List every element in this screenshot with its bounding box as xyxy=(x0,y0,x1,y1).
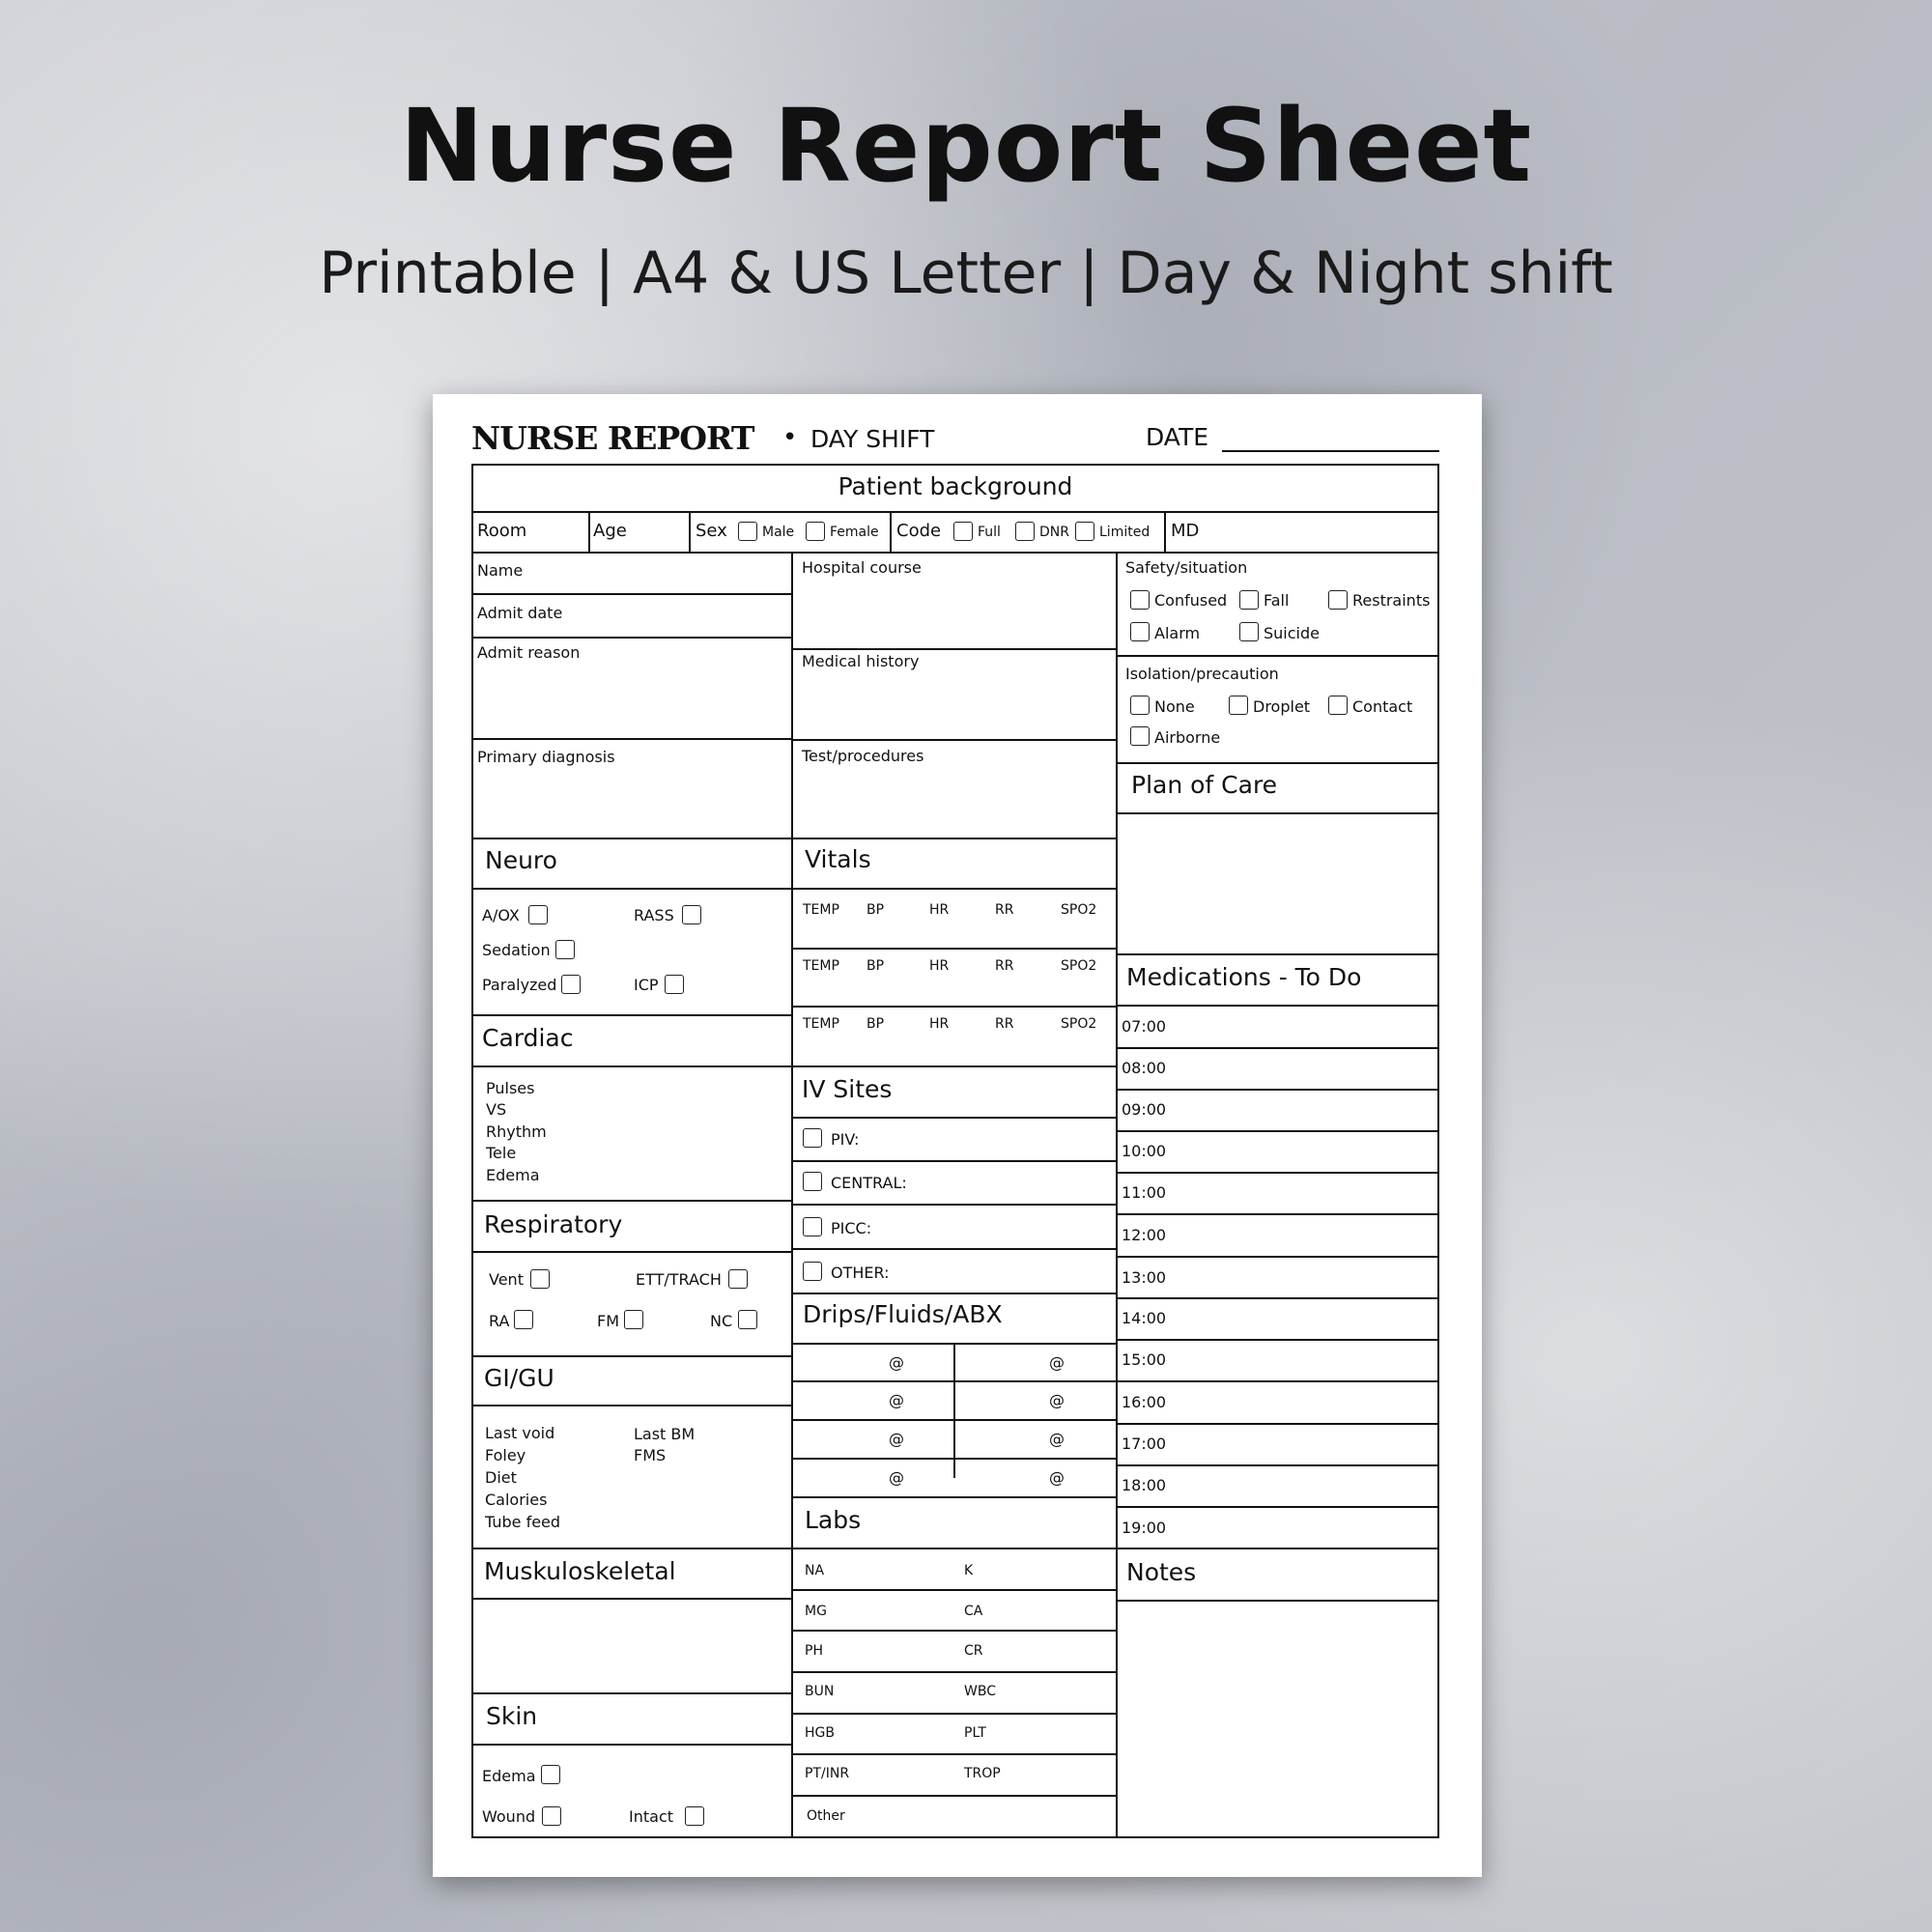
divider xyxy=(791,1419,1116,1421)
lab-ca: CA xyxy=(964,1604,983,1619)
divider xyxy=(1116,762,1439,764)
divider xyxy=(471,888,791,890)
contact-label: Contact xyxy=(1352,697,1413,716)
drip-at: @ xyxy=(1049,1391,1065,1409)
divider xyxy=(471,1548,791,1549)
med-time-1400: 14:00 xyxy=(1122,1309,1167,1327)
gigu-last-bm: Last BM xyxy=(634,1425,696,1443)
lab-hgb: HGB xyxy=(805,1725,835,1741)
divider xyxy=(1116,1464,1439,1466)
dnr-label: DNR xyxy=(1039,525,1069,540)
divider xyxy=(791,1496,1116,1498)
gigu-tube-feed: Tube feed xyxy=(485,1513,561,1531)
isolation-heading: Isolation/precaution xyxy=(1125,665,1279,683)
divider xyxy=(1116,1256,1439,1258)
brand-title: NURSE REPORT xyxy=(471,419,754,457)
divider xyxy=(1116,1380,1439,1382)
vitals-hr: HR xyxy=(929,902,950,918)
hospital-course-field[interactable]: Hospital course xyxy=(802,558,922,577)
med-time-1600: 16:00 xyxy=(1122,1393,1167,1411)
vitals-spo2: SPO2 xyxy=(1061,902,1097,918)
ra-label: RA xyxy=(489,1312,510,1330)
divider xyxy=(791,1293,1116,1294)
vitals-heading: Vitals xyxy=(805,845,871,873)
gigu-foley: Foley xyxy=(485,1446,526,1464)
divider xyxy=(791,1117,1116,1119)
plan-of-care-heading: Plan of Care xyxy=(1131,771,1278,799)
divider xyxy=(791,1458,1116,1460)
divider xyxy=(1116,655,1439,657)
paralyzed-label: Paralyzed xyxy=(482,976,557,994)
picc-label: PICC: xyxy=(831,1219,872,1237)
date-field[interactable] xyxy=(1222,450,1439,452)
central-checkbox[interactable] xyxy=(803,1172,822,1191)
date-label: DATE xyxy=(1146,423,1209,451)
divider xyxy=(1116,1047,1439,1049)
skin-heading: Skin xyxy=(486,1702,538,1730)
divider xyxy=(1116,1297,1439,1299)
notes-heading: Notes xyxy=(1126,1558,1197,1586)
divider xyxy=(471,1200,791,1202)
gigu-diet: Diet xyxy=(485,1468,517,1487)
lab-na: NA xyxy=(805,1563,825,1578)
divider xyxy=(471,1744,791,1746)
med-time-1300: 13:00 xyxy=(1122,1268,1167,1287)
divider xyxy=(471,1598,791,1600)
age-field[interactable]: Age xyxy=(593,521,627,541)
icp-checkbox[interactable] xyxy=(665,975,684,994)
cardiac-tele: Tele xyxy=(486,1144,517,1162)
med-time-1500: 15:00 xyxy=(1122,1350,1167,1369)
intact-label: Intact xyxy=(629,1807,674,1826)
divider xyxy=(1116,812,1439,814)
divider xyxy=(471,593,791,595)
drip-at: @ xyxy=(1049,1430,1065,1448)
divider xyxy=(1116,1005,1439,1007)
vitals-spo2: SPO2 xyxy=(1061,1016,1097,1032)
full-code-label: Full xyxy=(978,525,1001,540)
aox-label: A/OX xyxy=(482,906,520,924)
vitals-temp: TEMP xyxy=(803,902,839,918)
vent-label: Vent xyxy=(489,1270,524,1289)
med-time-1700: 17:00 xyxy=(1122,1435,1167,1453)
divider xyxy=(471,1355,791,1357)
lab-plt: PLT xyxy=(964,1725,986,1741)
alarm-checkbox[interactable] xyxy=(1130,622,1150,641)
divider xyxy=(791,1630,1116,1632)
vitals-rr: RR xyxy=(995,958,1014,974)
divider xyxy=(1116,953,1439,955)
divider xyxy=(791,1795,1116,1797)
nc-label: NC xyxy=(710,1312,733,1330)
divider xyxy=(471,738,791,740)
lab-k: K xyxy=(964,1563,974,1578)
med-time-0900: 09:00 xyxy=(1122,1100,1167,1119)
lab-cr: CR xyxy=(964,1643,983,1659)
vitals-bp: BP xyxy=(867,958,885,974)
divider xyxy=(471,1014,791,1016)
divider xyxy=(1116,1506,1439,1508)
piv-label: PIV: xyxy=(831,1130,860,1149)
restraints-checkbox[interactable] xyxy=(1328,590,1348,610)
drip-at: @ xyxy=(889,1391,904,1409)
rass-label: RASS xyxy=(634,906,674,924)
cardiac-vs: VS xyxy=(486,1100,507,1119)
vitals-hr: HR xyxy=(929,958,950,974)
divider xyxy=(791,1065,1116,1067)
wound-checkbox[interactable] xyxy=(542,1806,561,1826)
divider xyxy=(471,511,1439,513)
divider xyxy=(471,552,1439,554)
vitals-rr: RR xyxy=(995,902,1014,918)
droplet-label: Droplet xyxy=(1253,697,1311,716)
female-label: Female xyxy=(830,525,879,540)
med-time-1200: 12:00 xyxy=(1122,1226,1167,1244)
divider xyxy=(1164,511,1166,552)
drip-at: @ xyxy=(889,1353,904,1372)
gigu-calories: Calories xyxy=(485,1491,548,1509)
sex-label: Sex xyxy=(696,521,727,541)
female-checkbox[interactable] xyxy=(806,522,825,541)
lab-mg: MG xyxy=(805,1604,827,1619)
admit-date-field[interactable]: Admit date xyxy=(477,604,563,622)
skin-edema-checkbox[interactable] xyxy=(541,1765,560,1784)
ett-trach-label: ETT/TRACH xyxy=(636,1270,722,1289)
confused-label: Confused xyxy=(1154,591,1228,610)
vitals-temp: TEMP xyxy=(803,1016,839,1032)
lab-other: Other xyxy=(807,1808,845,1824)
shift-label: DAY SHIFT xyxy=(810,425,935,453)
divider xyxy=(1116,1172,1439,1174)
suicide-label: Suicide xyxy=(1264,624,1320,642)
divider xyxy=(791,648,1116,650)
divider xyxy=(471,1065,791,1067)
divider xyxy=(1116,1213,1439,1215)
divider xyxy=(791,838,1116,839)
respiratory-heading: Respiratory xyxy=(484,1210,623,1238)
column-divider xyxy=(791,552,793,1838)
divider xyxy=(588,511,590,552)
sedation-checkbox[interactable] xyxy=(555,940,575,959)
bullet: • xyxy=(782,423,798,452)
dnr-checkbox[interactable] xyxy=(1015,522,1035,541)
fall-checkbox[interactable] xyxy=(1239,590,1259,610)
divider xyxy=(791,1160,1116,1162)
divider xyxy=(791,1380,1116,1382)
patient-background-heading: Patient background xyxy=(838,472,1073,500)
airborne-checkbox[interactable] xyxy=(1130,726,1150,746)
gigu-fms: FMS xyxy=(634,1446,667,1464)
picc-checkbox[interactable] xyxy=(803,1217,822,1236)
vitals-bp: BP xyxy=(867,1016,885,1032)
neuro-heading: Neuro xyxy=(485,846,557,874)
male-checkbox[interactable] xyxy=(738,522,757,541)
drip-at: @ xyxy=(1049,1468,1065,1487)
vitals-hr: HR xyxy=(929,1016,950,1032)
cardiac-pulses: Pulses xyxy=(486,1079,535,1097)
other-iv-checkbox[interactable] xyxy=(803,1262,822,1281)
icp-label: ICP xyxy=(634,976,659,994)
iv-sites-heading: IV Sites xyxy=(802,1075,893,1103)
medical-history-field[interactable]: Medical history xyxy=(802,652,920,670)
med-time-1800: 18:00 xyxy=(1122,1476,1167,1494)
fm-checkbox[interactable] xyxy=(624,1310,643,1329)
gigu-last-void: Last void xyxy=(485,1424,555,1442)
divider xyxy=(1116,1600,1439,1602)
lab-wbc: WBC xyxy=(964,1684,996,1699)
vitals-temp: TEMP xyxy=(803,958,839,974)
room-field[interactable]: Room xyxy=(477,521,527,541)
ett-trach-checkbox[interactable] xyxy=(728,1269,748,1289)
divider xyxy=(791,1671,1116,1673)
isolation-none-checkbox[interactable] xyxy=(1130,696,1150,715)
divider xyxy=(791,1204,1116,1206)
other-iv-label: OTHER: xyxy=(831,1264,890,1282)
vitals-bp: BP xyxy=(867,902,885,918)
divider xyxy=(1116,1130,1439,1132)
vitals-spo2: SPO2 xyxy=(1061,958,1097,974)
paralyzed-checkbox[interactable] xyxy=(561,975,581,994)
divider xyxy=(1116,1548,1439,1549)
drip-at: @ xyxy=(889,1468,904,1487)
divider xyxy=(471,637,791,639)
lab-ph: PH xyxy=(805,1643,823,1659)
primary-diagnosis-field[interactable]: Primary diagnosis xyxy=(477,748,615,766)
divider xyxy=(890,511,892,552)
contact-checkbox[interactable] xyxy=(1328,696,1348,715)
safety-heading: Safety/situation xyxy=(1125,558,1248,577)
divider xyxy=(1116,1423,1439,1425)
ra-checkbox[interactable] xyxy=(514,1310,533,1329)
admit-reason-field[interactable]: Admit reason xyxy=(477,643,581,662)
gigu-heading: GI/GU xyxy=(484,1364,554,1392)
lab-bun: BUN xyxy=(805,1684,835,1699)
nc-checkbox[interactable] xyxy=(738,1310,757,1329)
med-time-0700: 07:00 xyxy=(1122,1017,1167,1036)
divider xyxy=(791,1248,1116,1250)
skin-edema-label: Edema xyxy=(482,1767,536,1785)
isolation-none-label: None xyxy=(1154,697,1195,716)
med-time-0800: 08:00 xyxy=(1122,1059,1167,1077)
airborne-label: Airborne xyxy=(1154,728,1221,747)
confused-checkbox[interactable] xyxy=(1130,590,1150,610)
fall-label: Fall xyxy=(1264,591,1290,610)
limited-label: Limited xyxy=(1099,525,1151,540)
divider xyxy=(791,1006,1116,1008)
full-code-checkbox[interactable] xyxy=(953,522,973,541)
divider xyxy=(791,739,1116,741)
piv-checkbox[interactable] xyxy=(803,1128,822,1148)
code-label: Code xyxy=(896,521,942,541)
central-label: CENTRAL: xyxy=(831,1174,907,1192)
labs-heading: Labs xyxy=(805,1506,862,1534)
divider xyxy=(791,948,1116,950)
column-divider xyxy=(1116,552,1118,1838)
divider xyxy=(471,1692,791,1694)
name-field[interactable]: Name xyxy=(477,561,524,580)
fm-label: FM xyxy=(597,1312,620,1330)
vent-checkbox[interactable] xyxy=(530,1269,550,1289)
limited-checkbox[interactable] xyxy=(1075,522,1094,541)
restraints-label: Restraints xyxy=(1352,591,1431,610)
vitals-rr: RR xyxy=(995,1016,1014,1032)
lab-pt-inr: PT/INR xyxy=(805,1766,850,1781)
cardiac-heading: Cardiac xyxy=(482,1024,574,1052)
report-sheet xyxy=(433,394,1482,1877)
suicide-checkbox[interactable] xyxy=(1239,622,1259,641)
divider xyxy=(471,838,791,839)
divider xyxy=(791,1548,1116,1549)
divider xyxy=(791,1589,1116,1591)
med-time-1900: 19:00 xyxy=(1122,1519,1167,1537)
divider xyxy=(471,1405,791,1406)
cardiac-edema: Edema xyxy=(486,1166,540,1184)
medications-heading: Medications - To Do xyxy=(1126,963,1362,991)
divider xyxy=(689,511,691,552)
alarm-label: Alarm xyxy=(1154,624,1201,642)
drip-at: @ xyxy=(1049,1353,1065,1372)
divider xyxy=(791,1753,1116,1755)
musculoskeletal-heading: Muskuloskeletal xyxy=(484,1557,676,1585)
divider xyxy=(1116,1339,1439,1341)
lab-trop: TROP xyxy=(964,1766,1001,1781)
drips-heading: Drips/Fluids/ABX xyxy=(803,1300,1003,1328)
page-title: Nurse Report Sheet xyxy=(399,87,1533,205)
page-subtitle: Printable | A4 & US Letter | Day & Night shift xyxy=(319,240,1613,307)
form-frame xyxy=(471,464,1439,1838)
divider xyxy=(791,888,1116,890)
sedation-label: Sedation xyxy=(482,941,551,959)
male-label: Male xyxy=(762,525,795,540)
divider xyxy=(791,1713,1116,1715)
intact-checkbox[interactable] xyxy=(685,1806,704,1826)
test-procedures-field[interactable]: Test/procedures xyxy=(802,747,924,765)
rass-checkbox[interactable] xyxy=(682,905,701,924)
med-time-1100: 11:00 xyxy=(1122,1183,1167,1202)
aox-checkbox[interactable] xyxy=(528,905,548,924)
wound-label: Wound xyxy=(482,1807,536,1826)
drip-at: @ xyxy=(889,1430,904,1448)
med-time-1000: 10:00 xyxy=(1122,1142,1167,1160)
cardiac-rhythm: Rhythm xyxy=(486,1122,547,1141)
divider xyxy=(471,1251,791,1253)
md-field[interactable]: MD xyxy=(1171,521,1200,541)
droplet-checkbox[interactable] xyxy=(1229,696,1248,715)
divider xyxy=(1116,1089,1439,1091)
